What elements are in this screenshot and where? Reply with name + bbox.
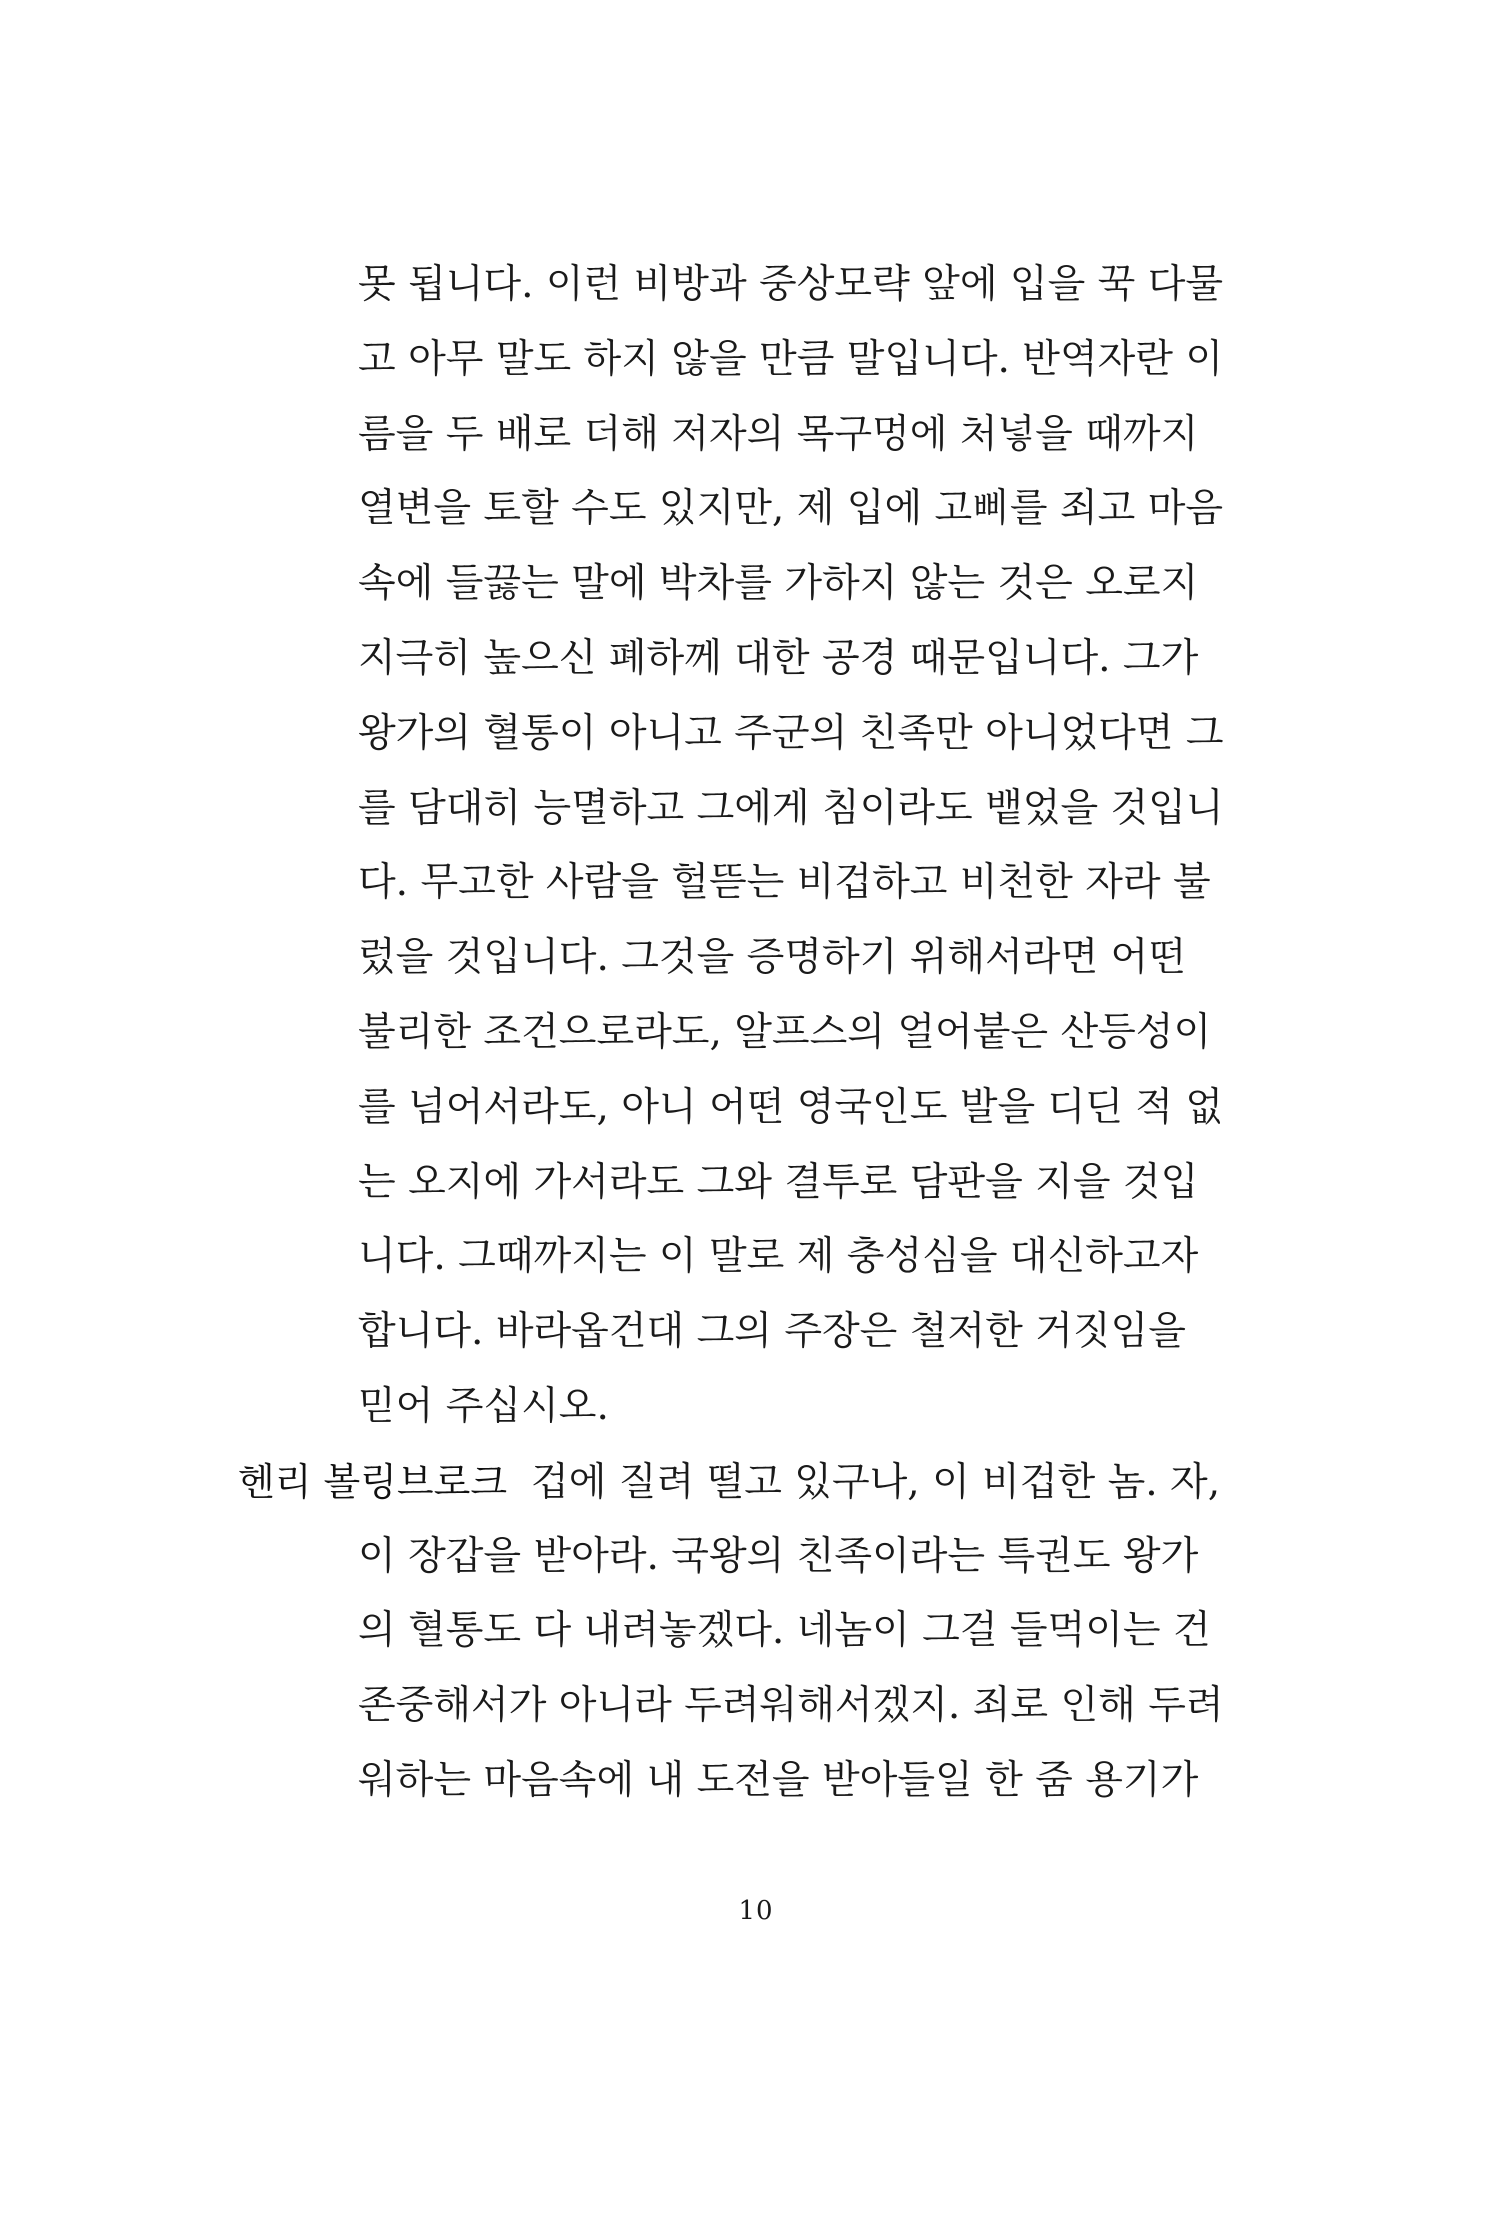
text-line: 믿어 주십시오. xyxy=(358,1384,609,1429)
text-line: 합니다. 바라옵건대 그의 주장은 철저한 거짓임을 xyxy=(358,1309,1186,1355)
page-number: 10 xyxy=(738,1896,774,1926)
speech-first-line: 겁에 질려 떨고 있구나, 이 비겁한 놈. 자, xyxy=(531,1459,1221,1505)
speech-heading-line xyxy=(238,1453,1221,1528)
text-line: 불리한 조건으로라도, 알프스의 얼어붙은 산등성이 xyxy=(358,1010,1212,1055)
text-line: 다. 무고한 사람을 헐뜯는 비겁하고 비천한 자라 불 xyxy=(358,860,1211,906)
text-line: 를 넘어서라도, 아니 어떤 영국인도 발을 디딘 적 없 xyxy=(358,1084,1224,1130)
text-line: 지극히 높으신 폐하께 대한 공경 때문입니다. 그가 xyxy=(358,636,1199,681)
text-line: 의 혈통도 다 내려놓겠다. 네놈이 그걸 들먹이는 건 xyxy=(358,1608,1211,1654)
text-line: 는 오지에 가서라도 그와 결투로 담판을 지을 것입 xyxy=(358,1159,1199,1205)
text-line: 고 아무 말도 하지 않을 만큼 말입니다. 반역자란 이 xyxy=(358,336,1224,382)
text-line: 를 담대히 능멸하고 그에게 침이라도 뱉었을 것입니 xyxy=(358,785,1224,831)
speaker-name: 헨리 볼링브로크 xyxy=(238,1459,508,1504)
text-line: 존중해서가 아니라 두려워해서겠지. 죄로 인해 두려 xyxy=(358,1683,1224,1729)
text-line: 열변을 토할 수도 있지만, 제 입에 고삐를 죄고 마음 xyxy=(358,486,1224,532)
text-line: 렀을 것입니다. 그것을 증명하기 위해서라면 어떤 xyxy=(358,935,1186,981)
text-line: 니다. 그때까지는 이 말로 제 충성심을 대신하고자 xyxy=(358,1234,1199,1280)
text-line: 이 장갑을 받아라. 국왕의 친족이라는 특권도 왕가 xyxy=(358,1533,1199,1579)
text-line: 름을 두 배로 더해 저자의 목구멍에 처넣을 때까지 xyxy=(358,411,1199,457)
text-line: 왕가의 혈통이 아니고 주군의 친족만 아니었다면 그 xyxy=(358,710,1224,756)
text-line: 워하는 마음속에 내 도전을 받아들일 한 줌 용기가 xyxy=(358,1758,1199,1803)
text-line: 못 됩니다. 이런 비방과 중상모략 앞에 입을 꾹 다물 xyxy=(358,262,1224,307)
text-line: 속에 들끓는 말에 박차를 가하지 않는 것은 오로지 xyxy=(358,561,1199,607)
